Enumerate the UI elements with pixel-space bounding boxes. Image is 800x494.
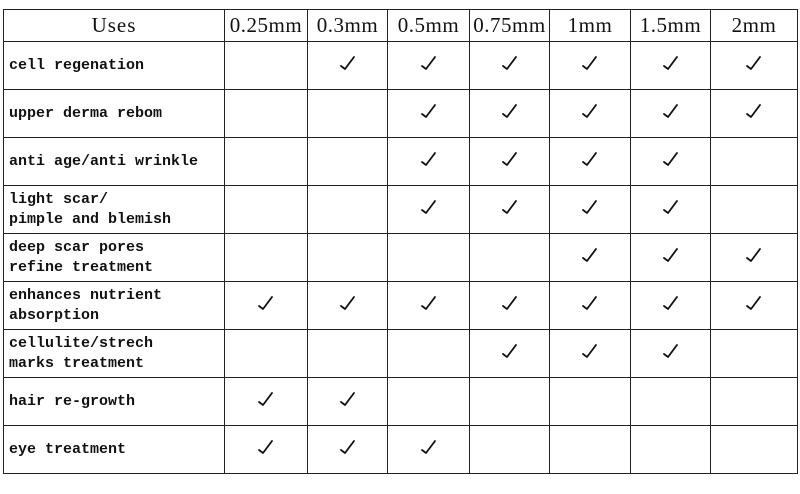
check-mark-icon [339, 58, 357, 75]
check-mark-icon [581, 154, 599, 171]
check-cell [711, 186, 798, 234]
check-cell [308, 378, 388, 426]
check-cell [470, 138, 550, 186]
check-mark-icon [581, 250, 599, 267]
check-mark-icon [662, 106, 680, 123]
check-mark-icon [501, 154, 519, 171]
check-mark-icon [501, 346, 519, 363]
check-mark-icon [501, 106, 519, 123]
size-column-header: 0.3mm [308, 10, 388, 42]
check-cell [388, 282, 470, 330]
check-cell [711, 90, 798, 138]
check-cell [388, 90, 470, 138]
check-cell [470, 282, 550, 330]
table-row [4, 186, 798, 234]
check-mark-icon [581, 298, 599, 315]
check-mark-icon [501, 58, 519, 75]
check-cell [470, 42, 550, 90]
check-cell [631, 186, 711, 234]
check-cell [388, 378, 470, 426]
check-cell [225, 330, 308, 378]
check-cell [388, 42, 470, 90]
table-row [4, 234, 798, 282]
check-mark-icon [501, 202, 519, 219]
check-cell [711, 426, 798, 474]
use-label: hair re-growth [4, 378, 225, 426]
check-mark-icon [420, 202, 438, 219]
size-column-header: 1mm [550, 10, 631, 42]
check-mark-icon [745, 58, 763, 75]
check-cell [550, 186, 631, 234]
check-cell [308, 330, 388, 378]
use-label: cell regenation [4, 42, 225, 90]
check-mark-icon [257, 442, 275, 459]
check-cell [470, 378, 550, 426]
check-cell [308, 90, 388, 138]
table-row [4, 282, 798, 330]
check-cell [225, 42, 308, 90]
check-cell [388, 426, 470, 474]
size-column-header: 0.5mm [388, 10, 470, 42]
check-cell [308, 282, 388, 330]
check-cell [550, 138, 631, 186]
use-label: anti age/anti wrinkle [4, 138, 225, 186]
check-mark-icon [420, 58, 438, 75]
uses-size-table [3, 9, 798, 474]
check-cell [470, 234, 550, 282]
check-mark-icon [581, 106, 599, 123]
check-mark-icon [662, 58, 680, 75]
check-cell [388, 186, 470, 234]
check-cell [470, 90, 550, 138]
check-mark-icon [420, 154, 438, 171]
check-mark-icon [662, 154, 680, 171]
check-cell [631, 330, 711, 378]
check-mark-icon [257, 298, 275, 315]
check-cell [711, 42, 798, 90]
check-cell [711, 330, 798, 378]
check-cell [550, 330, 631, 378]
size-column-header: 2mm [711, 10, 798, 42]
check-cell [550, 90, 631, 138]
check-mark-icon [257, 394, 275, 411]
check-cell [550, 282, 631, 330]
check-cell [550, 378, 631, 426]
check-mark-icon [420, 442, 438, 459]
check-mark-icon [339, 394, 357, 411]
check-cell [550, 426, 631, 474]
table-row [4, 90, 798, 138]
check-cell [631, 234, 711, 282]
check-mark-icon [745, 250, 763, 267]
header-row [4, 10, 798, 42]
check-cell [631, 90, 711, 138]
check-cell [388, 330, 470, 378]
table-row [4, 330, 798, 378]
check-cell [470, 186, 550, 234]
check-cell [550, 42, 631, 90]
check-cell [711, 282, 798, 330]
check-cell [388, 138, 470, 186]
uses-column-header: Uses [4, 10, 225, 42]
use-label: enhances nutrient absorption [4, 282, 225, 330]
use-label: cellulite/strech marks treatment [4, 330, 225, 378]
check-cell [631, 42, 711, 90]
check-cell [308, 426, 388, 474]
check-mark-icon [662, 250, 680, 267]
check-cell [470, 330, 550, 378]
use-label: upper derma rebom [4, 90, 225, 138]
check-cell [308, 42, 388, 90]
table-row [4, 42, 798, 90]
check-cell [225, 426, 308, 474]
check-mark-icon [581, 202, 599, 219]
check-cell [388, 234, 470, 282]
check-mark-icon [662, 346, 680, 363]
check-cell [470, 426, 550, 474]
check-mark-icon [339, 442, 357, 459]
use-label: eye treatment [4, 426, 225, 474]
check-cell [711, 378, 798, 426]
size-column-header: 0.25mm [225, 10, 308, 42]
check-cell [225, 234, 308, 282]
check-mark-icon [581, 58, 599, 75]
check-cell [631, 378, 711, 426]
check-cell [225, 282, 308, 330]
size-column-header: 1.5mm [631, 10, 711, 42]
table-row [4, 378, 798, 426]
check-mark-icon [662, 298, 680, 315]
check-cell [711, 138, 798, 186]
check-cell [225, 378, 308, 426]
check-mark-icon [420, 106, 438, 123]
check-mark-icon [662, 202, 680, 219]
check-cell [225, 186, 308, 234]
check-mark-icon [581, 346, 599, 363]
table-row [4, 426, 798, 474]
check-cell [308, 234, 388, 282]
check-mark-icon [420, 298, 438, 315]
check-cell [631, 282, 711, 330]
check-cell [225, 90, 308, 138]
check-cell [631, 138, 711, 186]
check-cell [225, 138, 308, 186]
size-column-header: 0.75mm [470, 10, 550, 42]
check-cell [308, 186, 388, 234]
table-row [4, 138, 798, 186]
use-label: deep scar pores refine treatment [4, 234, 225, 282]
check-cell [550, 234, 631, 282]
check-mark-icon [745, 298, 763, 315]
check-cell [711, 234, 798, 282]
check-mark-icon [501, 298, 519, 315]
check-mark-icon [745, 106, 763, 123]
check-mark-icon [339, 298, 357, 315]
check-cell [631, 426, 711, 474]
use-label: light scar/ pimple and blemish [4, 186, 225, 234]
check-cell [308, 138, 388, 186]
